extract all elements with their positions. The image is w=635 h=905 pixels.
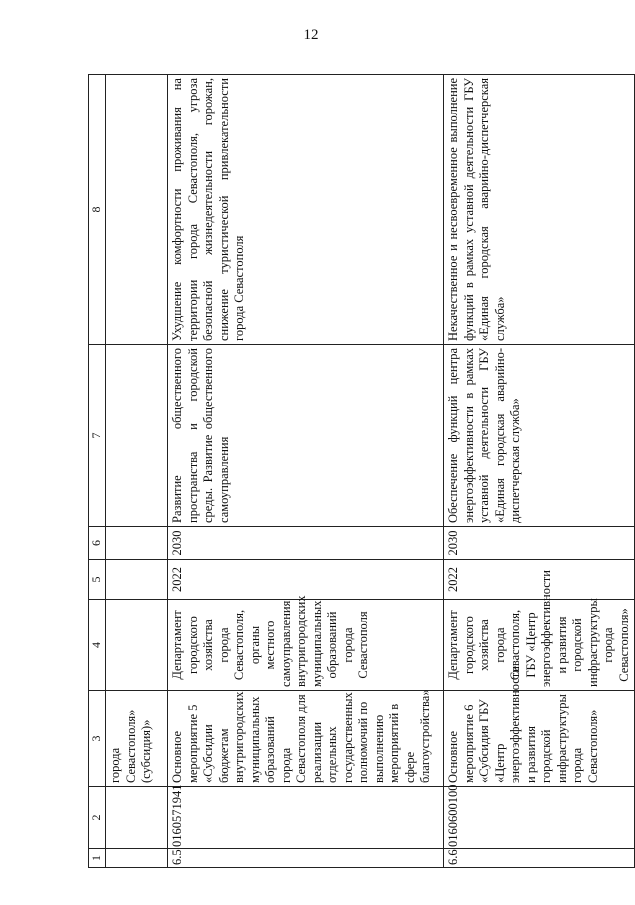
table-cell	[106, 345, 168, 527]
table-cell	[106, 75, 168, 345]
table-cell	[106, 849, 168, 868]
row-consequences-cell: Ухудшение комфортности проживания на территории города Севастополя, угроза безопасной жизнедеятельности горожан, снижение туристической привлекательности города Севастополя	[168, 75, 444, 345]
row-consequences-cell: Некачественное и несвоевременное выполнение функций в рамках уставной деятельности ГБУ «Единая городская аварийно-диспетчерская служба»	[444, 75, 635, 345]
table-cell	[106, 600, 168, 691]
table-row	[168, 75, 444, 868]
header-cell: 2	[89, 787, 106, 849]
measures-table	[88, 74, 635, 868]
continuation-row	[106, 75, 168, 868]
table-cell	[106, 527, 168, 560]
row-executor-cell: Департамент городского хозяйства города Севастополя, органы местного самоуправления внутригородских муниципальных образований города Севастополя	[168, 600, 444, 691]
row-executor-cell: Департамент городского хозяйства города Севастополя, ГБУ «Центр энергоэффективности и развития городской инфраструктуры города Севастополя»	[444, 600, 635, 691]
row-start-cell: 2022	[168, 560, 444, 600]
table-row	[444, 75, 635, 868]
row-number-cell: 6.5	[168, 849, 444, 868]
row-code-cell: 0160571941	[168, 787, 444, 849]
header-cell: 6	[89, 527, 106, 560]
row-code-cell: 0160600100	[444, 787, 635, 849]
row-end-cell: 2030	[168, 527, 444, 560]
row-name-cell: Основное мероприятие 6 «Субсидия ГБУ «Центр энергоэффективности и развития городской инфраструктуры города Севастополя»	[444, 691, 635, 787]
header-cell: 5	[89, 560, 106, 600]
row-name-cell: Основное мероприятие 5 «Субсидии бюджетам внутригородских муниципальных образований города Севастополя для реализации отдельных государственных полномочий по выполнению мероприятий в сфере благоустройства»	[168, 691, 444, 787]
table-cell	[106, 560, 168, 600]
header-cell: 8	[89, 75, 106, 345]
page-number: 12	[303, 27, 319, 43]
header-row	[89, 75, 106, 868]
row-number-cell: 6.6	[444, 849, 635, 868]
row-result-cell: Обеспечение функций центра энергоэффективности в рамках уставной деятельности ГБУ «Единая городская аварийно-диспетчерская служба»	[444, 345, 635, 527]
header-cell: 3	[89, 691, 106, 787]
header-cell: 7	[89, 345, 106, 527]
row-result-cell: Развитие общественного пространства и городской среды. Развитие общественного самоуправления	[168, 345, 444, 527]
rotated-table-area	[88, 75, 631, 868]
row-end-cell: 2030	[444, 527, 635, 560]
row-start-cell: 2022	[444, 560, 635, 600]
continuation-name-cell: города Севастополя» (субсидия)»	[106, 691, 168, 787]
header-cell: 1	[89, 849, 106, 868]
table-cell	[106, 787, 168, 849]
header-cell: 4	[89, 600, 106, 691]
